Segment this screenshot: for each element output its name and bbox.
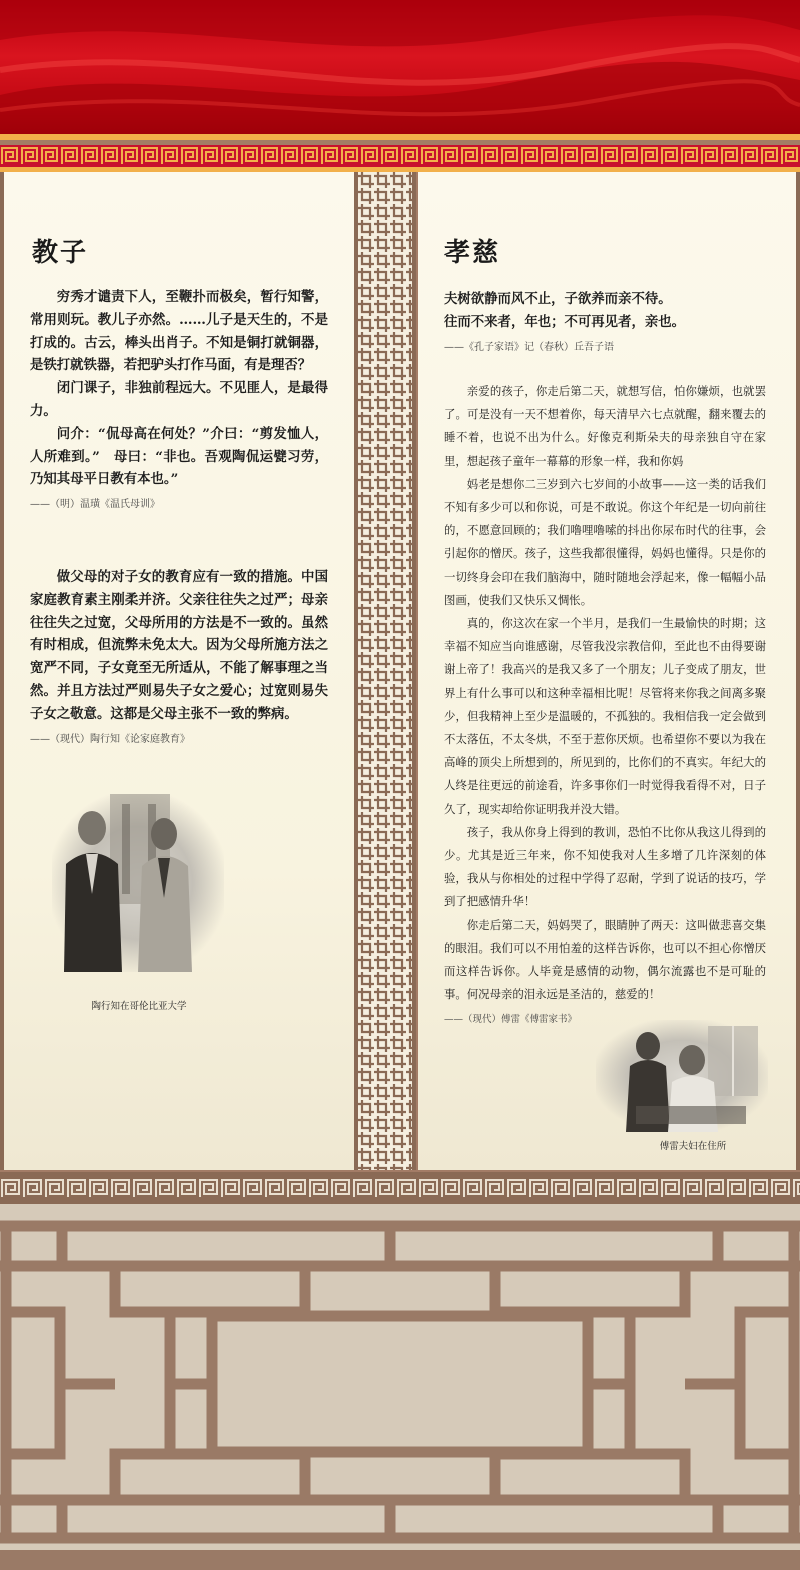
- source-citation: ——（现代）陶行知《论家庭教育》: [30, 733, 190, 745]
- paragraph: 真的，你这次在家一个半月，是我们一生最愉快的时期；这幸福不知应当向谁感谢，尽管我没宗教信仰，至此也不由得要谢谢上帝了！我高兴的是我又多了一个朋友；儿子变成了朋友，世界上有什么事可以和这种幸福相比呢！尽管将来你我之间离多聚少，但我精神上至少是温暖的，不孤独的。我相信我一定会做到不太落伍，不太冬烘，不至于惹你厌烦。也希望你不要以为我在高峰的顶尖上所想到的，所见到的，比你们的不真实。年纪大的人终是往更远的前途看，许多事你们一时觉得我看得不对，日子久了，现实却给你证明我并没大错。: [444, 616, 766, 816]
- photo-fu-lei-couple: [596, 1020, 768, 1132]
- frame-edge-right: [796, 172, 800, 1170]
- right-letter-text: [444, 380, 766, 1028]
- photo-tao-xingzhi: [52, 794, 224, 972]
- gold-rule-top: [0, 134, 800, 140]
- section-title-jiaozi: 教子: [32, 238, 89, 268]
- portrait-illustration: [52, 794, 224, 972]
- photo-caption: 傅雷夫妇在住所: [659, 1141, 727, 1152]
- source-citation: ——《孔子家语》记（春秋）丘吾子语: [444, 341, 614, 353]
- window-lattice-base: [0, 1204, 800, 1570]
- lattice-pattern: [358, 172, 412, 1170]
- paragraph: 穷秀才谴责下人，至鞭扑而极矣，暂行知警，常用则玩。教儿子亦然。……儿子是天生的，不是打成的。古云，棒头出肖子。不知是铜打就铜器，是铁打就铁器，若把驴头打作马面，有是理否？: [30, 289, 328, 374]
- paragraph: 闭门课子，非独前程远大。不见匪人，是最得力。: [30, 380, 328, 419]
- paragraph: 问介：“侃母高在何处？”介曰：“剪发恤人，人所难到。” 母曰：“非也。吾观陶侃运甓习劳，乃知其母平日教有本也。”: [30, 425, 328, 488]
- paragraph: 你走后第二天，妈妈哭了，眼睛肿了两天：这叫做悲喜交集的眼泪。我们可以不用怕羞的这样告诉你，也可以不担心你憎厌而这样告诉你。人毕竟是感情的动物，偶尔流露也不是可耻的事。何况母亲的泪永远是圣洁的，慈爱的！: [444, 917, 766, 1002]
- left-modern-text: [30, 566, 328, 748]
- silk-wave-decoration: [0, 0, 800, 140]
- paragraph: 孩子，我从你身上得到的教训，恐怕不比你从我这儿得到的少。尤其是近三年来，你不知使我对人生多增了几许深刻的体验，我从与你相处的过程中学得了忍耐，学到了说话的技巧，学到了把感情升华！: [444, 824, 766, 909]
- lattice-divider: [354, 172, 416, 1170]
- paragraph: 妈老是想你二三岁到六七岁间的小故事——这一类的话我们不知有多少可以和你说，可是不敢说。你这个年纪是一切向前往的，不愿意回顾的；我们噜哩噜嗦的抖出你尿布时代的往事，会引起你的憎厌。孩子，这些我都很懂得，妈妈也懂得。只是你的一切终身会印在我们脑海中，随时随地会浮起来，像一幅幅小品图画，使我们又快乐又惆怅。: [444, 476, 766, 607]
- panel-filial-love: [418, 172, 796, 1170]
- lattice-frame-drawing: [0, 1204, 800, 1570]
- panel-teaching-children: [4, 172, 354, 1170]
- couple-illustration: [596, 1020, 768, 1132]
- greek-key-border-bottom: [0, 1172, 800, 1204]
- red-silk-banner: [0, 0, 800, 140]
- source-citation: ——（现代）傅雷《傅雷家书》: [444, 1014, 578, 1026]
- source-citation: ——（明）温璜《温氏母训》: [30, 499, 160, 511]
- paragraph: 亲爱的孩子，你走后第二天，就想写信，怕你嫌烦，也就罢了。可是没有一天不想着你，每天清早六七点就醒，翻来覆去的睡不着，也说不出为什么。好像克利斯朵夫的母亲独自守在家里，想起孩子童年一幕幕的形象一样，我和你妈: [444, 384, 766, 468]
- quote-line: 往而不来者，年也；不可再见者，亲也。: [444, 313, 686, 330]
- photo-caption: 陶行知在哥伦比亚大学: [91, 1001, 187, 1012]
- left-classical-text: [30, 286, 328, 513]
- right-classical-quote: [444, 288, 774, 356]
- quote-line: 夫树欲静而风不止，子欲养而亲不待。: [444, 291, 672, 307]
- greek-key-border-top: [0, 145, 800, 167]
- paragraph: 做父母的对子女的教育应有一致的措施。中国家庭教育素主刚柔并济。父亲往往失之过严；母亲往往失之过宽，父母所用的方法是不一致的。虽然有时相成，但流弊未免太大。因为父母所施方法之宽严不同，子女竟至无所适从，不能了解事理之当然。并且方法过严则易失子女之爱心；过宽则易失子女之敬意。这都是父母主张不一致的弊病。: [30, 569, 328, 722]
- section-title-xiaoci: 孝慈: [444, 238, 501, 268]
